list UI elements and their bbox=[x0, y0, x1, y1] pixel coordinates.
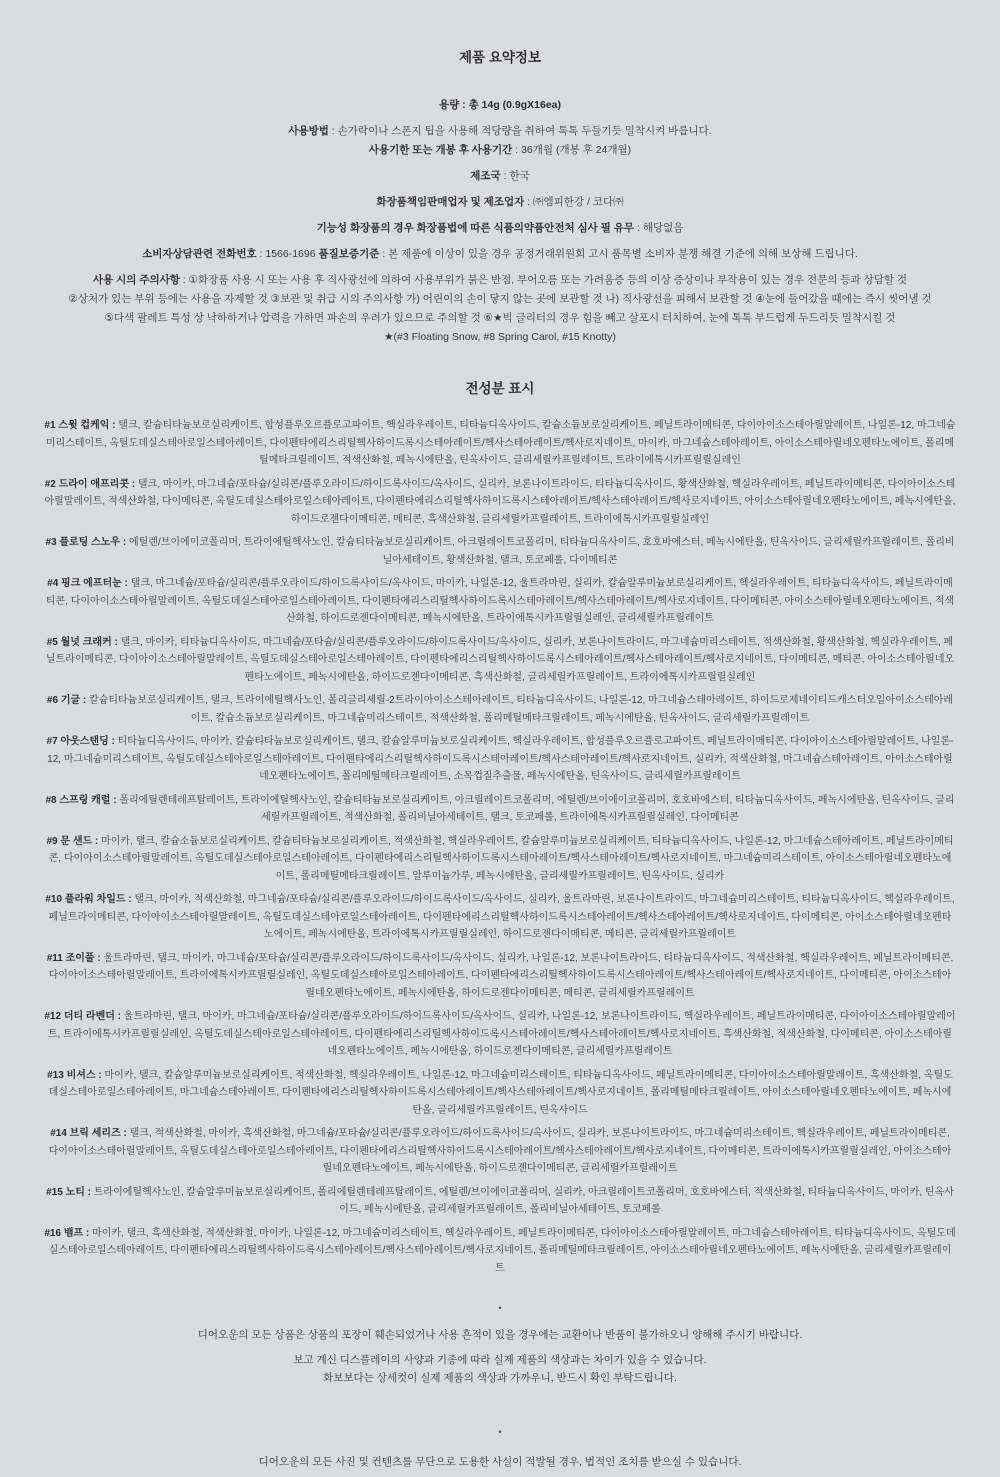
ingredient-item bbox=[44, 692, 956, 727]
summary-line bbox=[44, 245, 956, 264]
summary-line bbox=[44, 309, 956, 328]
ingredient-item-label: #14 브릭 세리즈 : bbox=[50, 1128, 130, 1139]
ingredient-item bbox=[44, 833, 956, 886]
ingredient-item bbox=[44, 634, 956, 687]
ingredient-item-label: #13 비셔스 : bbox=[47, 1069, 105, 1081]
ingredient-item-label: #2 드라이 애프리콧 : bbox=[44, 478, 138, 490]
separator-bullet-icon: • bbox=[498, 1303, 502, 1313]
ingredient-item-text: 마이카, 탤크, 칼슘알루미늄보로실리케이트, 적색산화철, 헥실라우레이트, 나일론-12, 마그네슘미리스테이트, 티타늄디옥사이드, 페닐트라이메티콘, 다이아이소스테아릴말레이트, 흑색산화철, 옥틸도데실스테아로일스테아레이트, 마그네슘스테아레이트, 다이펜타에리스리틸헥사하이드록시스테아레이트/헥사스테아레이트/헥사로지네이트, 폴리메틸메타크릴레이트, 아이소스테아릴네오펜타노에이트, 페녹시에탄올, 글리세릴카프릴레이트, 틴옥사이드 bbox=[48, 1069, 953, 1116]
ingredient-item bbox=[44, 1067, 956, 1120]
ingredient-item-label: #7 아웃스탠딩 : bbox=[46, 736, 118, 747]
ingredient-item-label: #9 문 샌드 : bbox=[46, 835, 102, 847]
summary-value: : ①화장품 사용 시 또는 사용 후 직사광선에 의하여 사용부위가 붉은 반점, 부어오름 또는 가려움증 등의 이상 증상이나 부작용이 있는 경우 전문의 등과 상담할 것 bbox=[179, 274, 908, 286]
ingredient-item bbox=[44, 575, 956, 628]
ingredient-item bbox=[44, 1184, 956, 1219]
footer-notice-legal: 디어오운의 모든 사진 및 컨텐츠를 무단으로 도용한 사실이 적발될 경우, 법적인 조치를 받으실 수 있습니다. bbox=[258, 1456, 742, 1468]
ingredient-item bbox=[44, 792, 956, 827]
summary-label: 사용방법 bbox=[288, 125, 329, 137]
ingredient-item-label: #3 플로팅 스노우 : bbox=[45, 537, 129, 548]
summary-line bbox=[44, 290, 956, 309]
ingredient-item-label: #1 스윗 컵케익 : bbox=[44, 420, 119, 431]
ingredient-item-text: 울트라마린, 탤크, 마이카, 마그네슘/포타슘/실리콘/플루오라이드/하이드록사이드/옥사이드, 실리카, 나일론-12, 보론나이트라이드, 헥실라우레이트, 페닐트라이메티콘, 다이아이소스테아릴말레이트, 트라이에톡시카프릴릴실레인, 옥틸도데실스테아로일스테아레이트, 다이펜타에리스리틸헥사하이드록시스테아레이트/헥사스테아레이트/헥사로지네이트, 흑색산화철, 적색산화철, 다이메티콘, 아이소스테아릴네오펜타노에이트, 페녹시에탄올, 하이드로젠다이메티콘, 글리세릴카프릴레이트 bbox=[47, 1011, 956, 1057]
summary-label: 기능성 화장품의 경우 화장품법에 따른 식품의약품안전처 심사 필 유무 bbox=[316, 222, 635, 234]
summary-value: : 해당없음 bbox=[634, 222, 684, 234]
ingredient-item-text: 마이카, 탤크, 흑색산화철, 적색산화철, 마이카, 나일론-12, 마그네슘미리스테이트, 헥실라우레이트, 페닐트라이메티콘, 다이아이소스테아릴말레이트, 마그네슘스테아레이트, 티타늄디옥사이드, 옥틸도데실스테아로일스테아레이트, 다이펜타에리스리틸헥사하이드록시스테아레이트/헥사스테아레이트/헥사로지네이트, 폴리메틸메타크릴레이트, 아이소스테아릴네오펜타노에이트, 페녹시에탄올, 글리세릴카프릴레이트 bbox=[48, 1227, 956, 1274]
summary-title: 제품 요약정보 bbox=[459, 50, 541, 65]
ingredient-item-label: #8 스프링 캐럴 : bbox=[45, 794, 120, 806]
ingredient-item-label: #11 조이풀 : bbox=[46, 952, 104, 964]
ingredient-item-text: 마이카, 탤크, 칼슘소듐보로실리케이트, 칼슘티타늄보로실리케이트, 적색산화철, 헥실라우레이트, 칼슘알루미늄보로실리케이트, 티타늄디옥사이드, 나일론-12, 마그네슘스테아레이트, 페닐트라이메티콘, 다이아이소스테아릴말레이트, 옥틸도데실스테아로일스테아레이트, 다이펜타에리스리틸헥사하이드록시스테아레이트/헥사스테아레이트/헥사로지네이트, 마그네슘미리스테이트, 아이소스테아릴네오펜타노에이트, 폴리메틸메타크릴레이트, 알루미늄가루, 페녹시에탄올, 글리세릴카프릴레이트, 틴옥사이드, 실리카 bbox=[48, 835, 954, 882]
ingredient-item bbox=[44, 1225, 956, 1278]
summary-label: 사용기한 또는 개봉 후 사용기간 bbox=[368, 144, 513, 156]
ingredient-item-label: #6 기글 : bbox=[46, 695, 90, 706]
ingredient-item bbox=[44, 891, 956, 944]
footer-section bbox=[44, 1303, 956, 1471]
summary-value: ★(#3 Floating Snow, #8 Spring Carol, #15 Knotty) bbox=[384, 331, 616, 343]
summary-label: 화장품책임판매업자 및 제조업자 bbox=[376, 196, 525, 208]
ingredient-item-text: 울트라마린, 탤크, 마이카, 마그네슘/포타슘/실리콘/플루오라이드/하이드록사이드/옥사이드, 실리카, 나일론-12, 보론나이트라이드, 티타늄디옥사이드, 적색산화철, 헥실라우레이트, 페닐트라이메티콘, 다이아이소스테아릴말레이트, 트라이에톡시카프릴릴실레인, 옥틸도데실스테아로일스테아레이트, 다이펜타에리스리틸헥사하이드록시스테아레이트/헥사스테아레이트/헥사로지네이트, 다이메티콘, 아이소스테아릴네오펜타노에이트, 페녹시에탄올, 하이드로젠다이메티콘, 메티콘, 글리세릴카프릴레이트 bbox=[48, 952, 954, 999]
ingredient-item-text: 탤크, 칼슘티타늄보로실리케이트, 합성플루오르플로고파이트, 헥실라우레이트, 티타늄디옥사이드, 칼슘소듐보로실리케이트, 페닐트라이메티콘, 다이아이소스테아릴말레이트, 나일론-12, 마그네슘미리스테이트, 옥틸도데실스테아로일스테아레이트, 다이펜타에리스리틸헥사하이드록시스테아레이트/헥사스테아레이트/헥사로지네이트, 마이카, 마그네슘스테아레이트, 아이소스테아릴네오펜타노에이트, 폴리메틸메타크릴레이트, 적색산화철, 페녹시에탄올, 틴옥사이드, 글리세릴카프릴레이트, 트라이에톡시카프릴릴실레인 bbox=[45, 420, 956, 466]
ingredient-item-text: 탤크, 마이카, 적색산화철, 마그네슘/포타슘/실리콘/플루오라이드/하이드록사이드/옥사이드, 실리카, 울트라마린, 보론나이트라이드, 마그네슘미리스테이트, 티타늄디옥사이드, 헥실라우레이트, 페닐트라이메티콘, 다이아이소스테아릴말레이트, 옥틸도데실스테아로일스테아레이트, 다이펜타에리스리틸헥사하이드록시스테아레이트/헥사스테아레이트/헥사로지네이트, 다이메티콘, 아이소스테아릴네오펜타노에이트, 페녹시에탄올, 트라이에톡시카프릴릴실레인, 하이드로젠다이메티콘, 메티콘, 글리세릴카프릴레이트 bbox=[48, 894, 955, 940]
ingredient-item-label: #4 핑크 에프터눈 : bbox=[47, 578, 131, 589]
ingredient-item-text: 탤크, 적색산화철, 마이카, 흑색산화철, 마그네슘/포타슘/실리콘/플루오라이드/하이드록사이드/옥사이드, 실리카, 보론나이트라이드, 마그네슘미리스테이트, 헥실라우레이트, 페닐트라이메티콘, 다이아이소스테아릴말레이트, 옥틸도데실스테아로일스테아레이트, 다이펜타에리스리틸헥사하이드록시스테아레이트/헥사스테아레이트/헥사로지네이트, 다이메티콘, 트라이에톡시카프릴릴실레인, 아이소스테아릴네오펜타노에이트, 페녹시에탄올, 하이드로젠다이메티콘, 글리세릴카프릴레이트 bbox=[48, 1128, 952, 1174]
ingredient-item bbox=[44, 417, 956, 470]
ingredient-item-label: #5 월넛 크래커 : bbox=[46, 636, 121, 648]
ingredient-item bbox=[44, 1125, 956, 1178]
summary-label: 사용 시의 주의사항 bbox=[92, 274, 180, 286]
summary-line bbox=[44, 219, 956, 238]
footer-notice-photo: 화보보다는 상세컷이 실제 제품의 색상과 가까우니, 반드시 확인 부탁드립니다. bbox=[323, 1372, 677, 1384]
summary-value: : 한국 bbox=[500, 170, 530, 182]
ingredient-item bbox=[44, 1008, 956, 1061]
ingredient-item-label: #15 노티 : bbox=[46, 1186, 94, 1198]
summary-line bbox=[44, 141, 956, 160]
ingredient-item-label: #16 뱀프 : bbox=[44, 1227, 93, 1239]
summary-label: 품질보증기준 bbox=[318, 248, 380, 260]
separator-bullet-icon: • bbox=[498, 1427, 502, 1437]
summary-value: : ㈜엠피한강 / 코다㈜ bbox=[524, 196, 624, 208]
ingredient-item bbox=[44, 950, 956, 1003]
summary-label: 용량 : 총 14g (0.9gX16ea) bbox=[438, 99, 562, 111]
summary-line bbox=[44, 122, 956, 141]
summary-line bbox=[44, 167, 956, 186]
summary-value: : 본 제품에 이상이 있을 경우 공정거래위원회 고시 품목별 소비자 분쟁 해결 기준에 의해 보상해 드립니다. bbox=[379, 248, 858, 260]
summary-section bbox=[44, 96, 956, 347]
ingredient-item-text: 탤크, 마이카, 티타늄디옥사이드, 마그네슘/포타슘/실리콘/플루오라이드/하이드록사이드/옥사이드, 실리카, 보론나이트라이드, 마그네슘미리스테이트, 적색산화철, 황색산화철, 헥실라우레이트, 페닐트라이메티콘, 다이아이소스테아릴말레이트, 옥틸도데실스테아로일스테아레이트, 다이펜타에리스리틸헥사하이드록시스테아레이트/헥사스테아레이트/헥사로지네이트, 다이메티콘, 메티콘, 아이소스테아릴네오펜타노에이트, 페녹시에탄올, 하이드로젠다이메티콘, 흑색산화철, 글리세릴카프릴레이트, 트라이에톡시카프릴릴실레인 bbox=[45, 636, 955, 683]
summary-value: : 1566-1696 bbox=[256, 248, 319, 260]
summary-value: : 손가락이나 스폰지 팁을 사용해 적당량을 취하여 톡톡 두들기듯 밀착시켜 바릅니다. bbox=[328, 125, 712, 137]
summary-value: ⑤다색 팔레트 특성 상 낙하하거나 압력을 가하면 파손의 우려가 있으므로 주의할 것 ⑥★빅 글리터의 경우 힘을 빼고 살포시 터치하여, 눈에 톡톡 부드럽게 두드리듯 밀착시킬 것 bbox=[104, 312, 896, 324]
ingredient-item-label: #10 플라워 차일드 : bbox=[45, 894, 135, 905]
ingredient-item-text: 칼슘티타늄보로실리케이트, 탤크, 트라이에틸헥사노인, 폴리글리세릴-2트라이아이소스테아레이트, 티타늄디옥사이드, 나일론-12, 마그네슘스테아레이트, 하이드로제네이티드캐스터오일아이소스테아레이트, 칼슘소듐보로실리케이트, 마그네슘미리스테이트, 적색산화철, 폴리메틸메타크릴레이트, 페녹시에탄올, 틴옥사이드, 글리세릴카프릴레이트 bbox=[89, 695, 954, 724]
summary-line bbox=[44, 96, 956, 115]
ingredient-item-text: 트라이에틸헥사노인, 칼슘알루미늄보로실리케이트, 폴리에틸렌테레프탈레이트, 에틸렌/브이에이코폴리머, 실리카, 아크릴레이트코폴리머, 호호바에스터, 적색산화철, 티타늄디옥사이드, 마이카, 틴옥사이드, 페녹시에탄올, 글리세릴카프릴레이트, 폴리비닐아세테이트, 토코페롤 bbox=[93, 1186, 954, 1215]
ingredients-section bbox=[44, 417, 956, 1277]
summary-value: ②상처가 있는 부위 등에는 사용을 자제할 것 ③보관 및 취급 시의 주의사항 가) 어린이의 손이 닿지 않는 곳에 보관할 것 나) 직사광선을 피해서 보관할 것 ④눈에 들어갔을 때에는 즉시 씻어낼 것 bbox=[68, 293, 932, 305]
ingredient-item bbox=[44, 476, 956, 529]
summary-label: 소비자상담관련 전화번호 bbox=[142, 248, 257, 260]
ingredient-item-text: 티타늄디옥사이드, 마이카, 칼슘티타늄보로실리케이트, 탤크, 칼슘알루미늄보로실리케이트, 헥실라우레이트, 합성플루오르플로고파이트, 페닐트라이메티콘, 다이아이소스테아릴말레이트, 나일론-12, 마그네슘미리스테이트, 옥틸도데실스테아로일스테아레이트, 다이펜타에리스리틸헥사하이드록시스테아레이트/헥사스테아레이트/헥사로지네이트, 실리카, 적색산화철, 마그네슘스테아레이트, 아이소스테아릴네오펜타노에이트, 폴리메틸메타크릴레이트, 소목껍질추출물, 페녹시에탄올, 틴옥사이드, 글리세릴카프릴레이트 bbox=[47, 736, 954, 782]
summary-label: 제조국 bbox=[470, 170, 501, 182]
summary-line bbox=[44, 328, 956, 347]
ingredient-item-text: 에틸렌/브이에이코폴리머, 트라이에틸헥사노인, 칼슘티타늄보로실리케이트, 아크릴레이트코폴리머, 티타늄디옥사이드, 호호바에스터, 페녹시에탄올, 틴옥사이드, 글리세릴카프릴레이트, 폴리비닐아세테이트, 황색산화철, 탤크, 토코페롤, 다이메티콘 bbox=[128, 537, 955, 566]
footer-notice-display: 보고 계신 디스플레이의 사양과 기종에 따라 실제 제품의 색상과는 차이가 있을 수 있습니다. bbox=[293, 1354, 707, 1366]
ingredient-item-label: #12 더티 라벤더 : bbox=[44, 1011, 124, 1022]
ingredient-item bbox=[44, 733, 956, 786]
summary-value: : 36개월 (개봉 후 24개월) bbox=[512, 144, 632, 156]
summary-line bbox=[44, 271, 956, 290]
summary-line bbox=[44, 193, 956, 212]
ingredient-item-text: 탤크, 마이카, 마그네슘/포타슘/실리콘/플루오라이드/하이드록사이드/옥사이드, 실리카, 보론나이트라이드, 티타늄디옥사이드, 황색산화철, 헥실라우레이트, 페닐트라이메티콘, 다이아이소스테아릴말레이트, 적색산화철, 다이메티콘, 옥틸도데실스테아로일스테아레이트, 다이펜타에리스리틸헥사하이드록시스테아레이트/헥사스테아레이트/헥사로지네이트, 아이소스테아릴네오펜타노에이트, 페녹시에탄올, 하이드로젠다이메티콘, 메티콘, 흑색산화철, 글리세릴카프릴레이트, 트라이에톡시카프릴릴실레인 bbox=[44, 478, 956, 525]
ingredient-item-text: 폴리에틸렌테레프탈레이트, 트라이에틸헥사노인, 칼슘티타늄보로실리케이트, 아크릴레이트코폴리머, 에틸렌/브이에이코폴리머, 호호바에스터, 티타늄디옥사이드, 페녹시에탄올, 틴옥사이드, 글리세릴카프릴레이트, 적색산화철, 폴리비닐아세테이트, 탤크, 토코페롤, 트라이에톡시카프릴릴실레인, 다이메티콘 bbox=[119, 794, 955, 823]
ingredient-item-text: 탤크, 마그네슘/포타슘/실리콘/플루오라이드/하이드록사이드/옥사이드, 마이카, 나일론-12, 울트라마린, 실리카, 칼슘알루미늄보로실리케이트, 헥실라우레이트, 티타늄디옥사이드, 페닐트라이메티콘, 다이아이소스테아릴말레이트, 옥틸도데실스테아로일스테아레이트, 다이펜타에리스리틸헥사하이드록시스테아레이트/헥사스테아레이트/헥사로지네이트, 다이메티콘, 아이소스테아릴네오펜타노에이트, 적색산화철, 하이드로젠다이메티콘, 페녹시에탄올, 트라이에톡시카프릴릴실레인, 글리세릴카프릴레이트 bbox=[45, 578, 955, 624]
ingredient-item bbox=[44, 534, 956, 569]
ingredients-title: 전성분 표시 bbox=[465, 381, 535, 396]
footer-notice-return: 디어오운의 모든 상품은 상품의 포장이 훼손되었거나 사용 흔적이 있을 경우에는 교환이나 반품이 불가하오니 양해해 주시기 바랍니다. bbox=[197, 1329, 803, 1341]
